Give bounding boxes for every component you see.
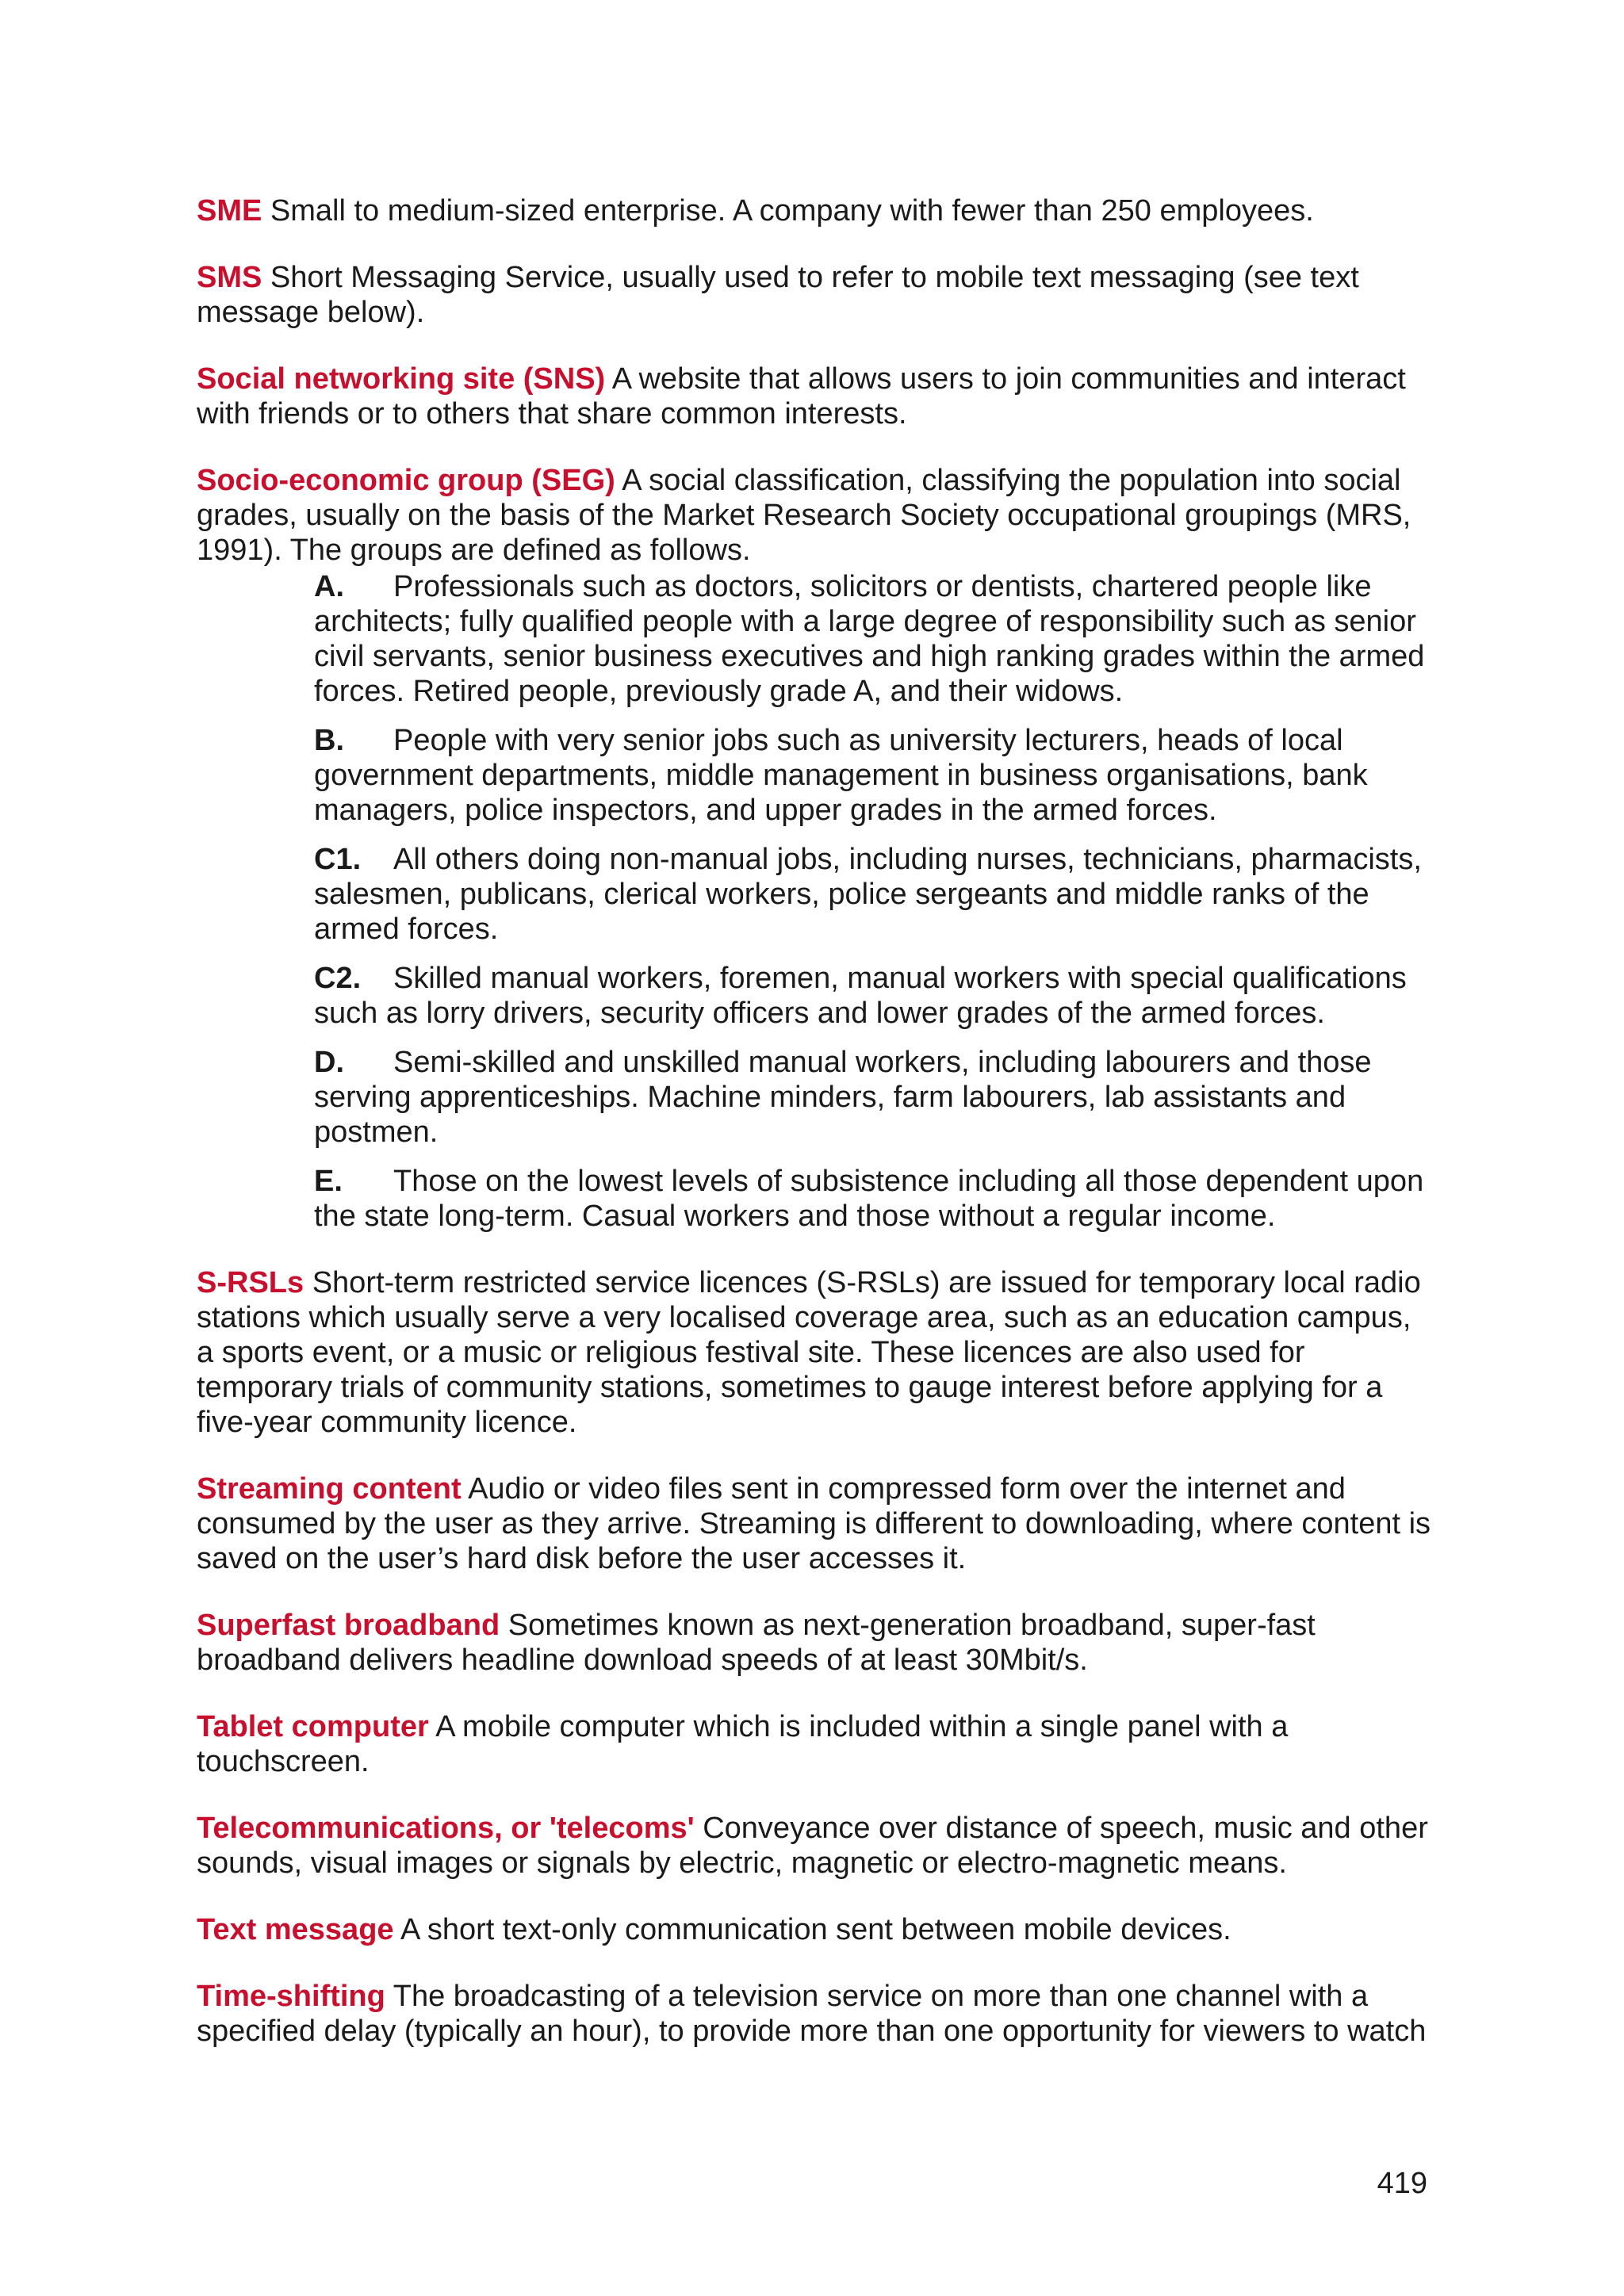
glossary-term: Superfast broadband <box>197 1609 500 1642</box>
glossary-term: SME <box>197 194 262 228</box>
social-grade-c1 <box>314 842 1434 947</box>
glossary-term: S-RSLs <box>197 1266 304 1299</box>
glossary-definition: Short-term restricted service licences (S-RSLs) are issued for temporary local radio stations which usually serve a very localised coverage area, such as an education campus, a sports event, or a music or religious festival site. These licences are also used for temporary trials of community stations, sometimes to gauge interest before applying for a five-year community licence. <box>197 1266 1421 1439</box>
glossary-definition: Small to medium-sized enterprise. A company with fewer than 250 employees. <box>270 194 1314 228</box>
glossary-entry-text-message <box>197 1912 1434 1947</box>
glossary-term: Socio-economic group (SEG) <box>197 464 615 497</box>
page-number: 419 <box>1377 2167 1427 2200</box>
glossary-definition: Sometimes known as next-generation broadband, super-fast broadband delivers headline download speeds of at least 30Mbit/s. <box>197 1609 1316 1677</box>
glossary-term: Text message <box>197 1913 394 1946</box>
grade-description: Professionals such as doctors, solicitors or dentists, chartered people like architects; fully qualified people with a large degree of responsibility such as senior civil servants, senior business executives and high ranking grades within the armed forces. Retired people, previously grade A, and their widows. <box>314 570 1425 708</box>
social-grade-b <box>314 723 1434 828</box>
glossary-entry-superfast-broadband <box>197 1608 1434 1678</box>
social-grade-c2 <box>314 961 1434 1031</box>
grade-description: People with very senior jobs such as university lecturers, heads of local government departments, middle management in business organisations, bank managers, police inspectors, and upper grades in the armed forces. <box>314 724 1368 827</box>
glossary-term: Social networking site (SNS) <box>197 362 606 396</box>
grade-letter: A. <box>314 570 344 603</box>
glossary-term: Streaming content <box>197 1472 462 1506</box>
glossary-entry-tablet-computer <box>197 1709 1434 1779</box>
glossary-definition: Conveyance over distance of speech, music and other sounds, visual images or signals by electric, magnetic or electro-magnetic means. <box>197 1812 1428 1880</box>
glossary-entry-sme <box>197 193 1434 228</box>
glossary-entry-s-rsls <box>197 1265 1434 1440</box>
glossary-definition: The broadcasting of a television service on more than one channel with a specified delay (typically an hour), to provide more than one opportunity for viewers to watch <box>197 1980 1427 2048</box>
glossary-definition: Audio or video files sent in compressed form over the internet and consumed by the user as they arrive. Streaming is different to downloading, where content is saved on the user’s hard disk before the user accesses it. <box>197 1472 1431 1575</box>
glossary-term: Telecommunications, or 'telecoms' <box>197 1812 695 1845</box>
glossary-definition: A short text-only communication sent between mobile devices. <box>400 1913 1231 1946</box>
social-grade-list <box>314 569 1434 1234</box>
grade-description: Those on the lowest levels of subsistence including all those dependent upon the state long-term. Casual workers and those without a regular income. <box>314 1165 1424 1233</box>
glossary-term: Time-shifting <box>197 1980 385 2013</box>
social-grade-a <box>314 569 1434 709</box>
grade-letter: E. <box>314 1165 343 1198</box>
glossary-entry-telecommunications <box>197 1811 1434 1881</box>
grade-letter: B. <box>314 724 344 757</box>
social-grade-d <box>314 1045 1434 1150</box>
grade-description: Skilled manual workers, foremen, manual workers with special qualifications such as lorry drivers, security officers and lower grades of the armed forces. <box>314 962 1407 1030</box>
glossary-definition: A social classification, classifying the population into social grades, usually on the basis of the Market Research Society occupational groupings (MRS, 1991). The groups are defined as follows. <box>197 464 1411 567</box>
grade-letter: D. <box>314 1046 344 1079</box>
grade-letter: C2. <box>314 962 362 995</box>
glossary-term: SMS <box>197 261 262 294</box>
glossary-entry-seg <box>197 463 1434 568</box>
glossary-definition: A mobile computer which is included within a single panel with a touchscreen. <box>197 1710 1289 1778</box>
glossary-entry-sms <box>197 260 1434 330</box>
grade-description: Semi-skilled and unskilled manual workers, including labourers and those serving apprenticeships. Machine minders, farm labourers, lab assistants and postmen. <box>314 1046 1372 1149</box>
social-grade-e <box>314 1164 1434 1234</box>
glossary-page <box>197 193 1434 2080</box>
glossary-definition: Short Messaging Service, usually used to refer to mobile text messaging (see text message below). <box>197 261 1359 329</box>
glossary-entry-sns <box>197 362 1434 431</box>
glossary-definition: A website that allows users to join communities and interact with friends or to others that share common interests. <box>197 362 1406 430</box>
glossary-entry-streaming-content <box>197 1471 1434 1576</box>
glossary-entry-time-shifting <box>197 1979 1434 2049</box>
grade-letter: C1. <box>314 843 362 876</box>
glossary-term: Tablet computer <box>197 1710 429 1743</box>
grade-description: All others doing non-manual jobs, including nurses, technicians, pharmacists, salesmen, publicans, clerical workers, police sergeants and middle ranks of the armed forces. <box>314 843 1422 946</box>
